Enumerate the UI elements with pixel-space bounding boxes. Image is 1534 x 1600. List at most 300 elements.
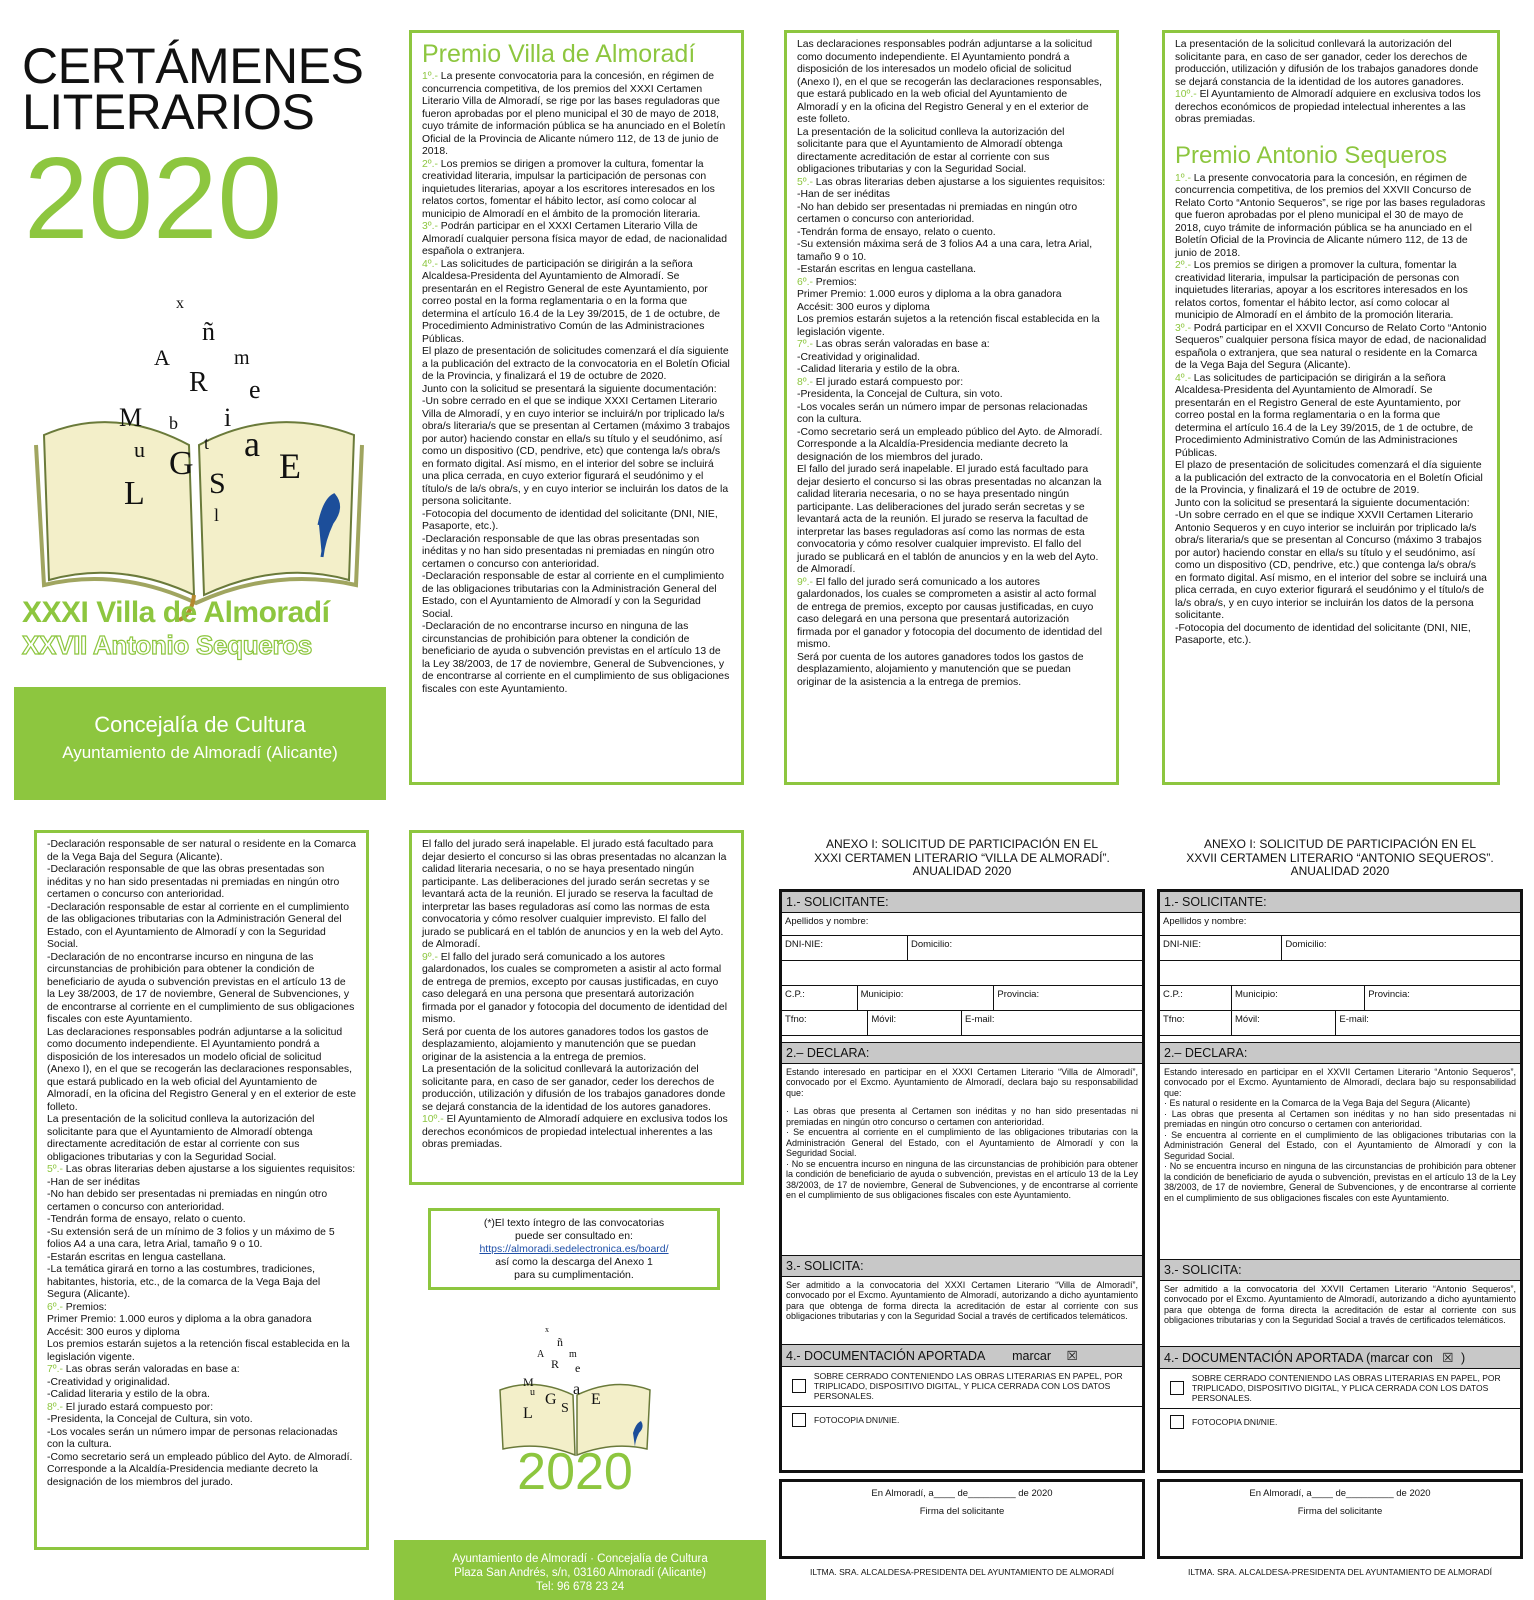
rule-text: La presentación de la solicitud conlleva la autorización del solicitante para que el Ayuntamiento de Almoradí obtenga directamente acreditación de estar al corriente con sus obligaciones tributarias y con la Seguridad Social.: [797, 126, 1065, 175]
rule-text: Será por cuenta de los autores ganadores todos los gastos de desplazamiento, alojamiento y manutención que se puedan originar de la asistencia a la entrega de premios.: [797, 651, 1084, 688]
rule-text: El Ayuntamiento de Almoradí adquiere en exclusiva todos los derechos económicos de propiedad intelectual inherentes a las obras premiadas.: [1175, 89, 1481, 125]
villa-almoradi-rules-continued: [784, 30, 1119, 785]
rule-paragraph: [797, 202, 1106, 227]
declara-text: [782, 1064, 1142, 1256]
rule-text: -Tendrán forma de ensayo, relato o cuento.: [47, 1214, 246, 1225]
field-apellidos[interactable]: [782, 913, 1142, 936]
sequeros-text-end: [422, 839, 731, 1152]
rule-text: -Declaración responsable de ser natural o residente en la Comarca de la Vega Baja del Segura (Alicante).: [47, 839, 356, 863]
rule-text: -Estarán escritas en lengua castellana.: [797, 264, 977, 275]
rule-text: -Declaración responsable de que las obras presentadas son inéditas y no han sido presentadas ni premiadas en ningún otro certamen o concurso con anterioridad.: [422, 533, 715, 570]
rule-paragraph: [1175, 373, 1487, 461]
field-provincia[interactable]: Provincia:: [1368, 988, 1410, 1000]
checkbox-dni[interactable]: [792, 1413, 806, 1427]
open-book-icon: [24, 295, 374, 625]
field-blank[interactable]: [782, 961, 1142, 986]
rule-text: Los premios estarán sujetos a la retención fiscal establecida en la legislación vigente.: [47, 1339, 350, 1363]
contact-footer: [394, 1540, 766, 1600]
rule-paragraph: [797, 577, 1106, 652]
rule-paragraph: [47, 1427, 356, 1452]
rule-paragraph: [797, 389, 1106, 402]
rule-paragraph: [47, 1214, 356, 1227]
rule-text: Los premios se dirigen a promover la cultura, fomentar la creatividad literaria, impulsar la participación de personas con inquietudes literarias, apoyar a los escritores interesados en los relatos cortos, fomentar el hábito lector, así como colocar al municipio de Almoradí en el ámbito de la promoción literaria.: [422, 158, 715, 220]
doc-option-dni: [782, 1407, 1142, 1433]
blank-cell: [782, 961, 1142, 985]
rule-text: Accésit: 300 euros y diploma: [797, 301, 930, 313]
rule-number: 9º.-: [422, 951, 438, 963]
rule-paragraph: [47, 864, 356, 902]
rule-paragraph: [47, 1252, 356, 1265]
rule-text: Las declaraciones responsables podrán adjuntarse a la solicitud como documento independiente. El Ayuntamiento pondrá a disposición de los interesados un modelo oficial de solicitud (Anexo I), en el que se recogerán las declaraciones responsables, que estará publicado en la web oficial del Ayuntamiento de Almoradí, en la oficina del Registro General y en el exterior de este folleto.: [47, 1026, 356, 1113]
rule-paragraph: [1175, 323, 1487, 373]
annex-footer: ILTMA. SRA. ALCALDESA-PRESIDENTA DEL AYUNTAMIENTO DE ALMORADÍ: [1187, 1566, 1493, 1577]
rule-paragraph: [797, 464, 1106, 577]
rule-paragraph: [797, 402, 1106, 427]
field-cp[interactable]: C.P.:: [1160, 986, 1232, 1010]
rule-text: Junto con la solicitud se presentará la siguiente documentación:: [1175, 497, 1470, 509]
field-row-dni: [782, 936, 1142, 961]
annex-title-line: XXXI CERTAMEN LITERARIO “VILLA DE ALMORADÍ”.: [814, 850, 1110, 865]
rule-paragraph: [797, 364, 1106, 377]
rule-paragraph: [47, 952, 356, 1027]
rule-paragraph: [797, 427, 1106, 440]
rule-number: 7º.-: [797, 339, 813, 350]
rule-paragraph: [47, 1327, 356, 1340]
rule-text: -Estarán escritas en lengua castellana.: [47, 1251, 227, 1263]
rule-text: Los premios se dirigen a promover la cultura, fomentar la creatividad literaria, impulsar la participación de personas con inquietudes literarias, apoyar a los escritores interesados en los relatos cortos, fomentar el hábito lector, así como colocar al municipio de Almoradí en el ámbito de la promoción literaria.: [1175, 260, 1468, 321]
note-line: así como la descarga del Anexo 1: [495, 1256, 653, 1268]
spacer: [1160, 1036, 1520, 1043]
rule-paragraph: [1175, 89, 1487, 127]
rule-text: Premios:: [812, 276, 857, 288]
blank-cell: [1160, 961, 1520, 985]
rule-text: Las solicitudes de participación se dirigirán a la señora Alcaldesa-Presidenta del Ayuntamiento de Almoradí. Se presentarán en el Registro General de este Ayuntamiento, por correo postal en la forma reglamentaria o en la forma que determina el artículo 16.4 de la Ley 39/2015, de 1 de octubre, de Procedimiento Administrativo Común de las Administraciones Públicas.: [1175, 372, 1474, 459]
rule-paragraph: [797, 127, 1106, 177]
rule-paragraph: [47, 1302, 356, 1315]
rule-text: -No han debido ser presentadas ni premiadas en ningún otro certamen o concurso con anterioridad.: [47, 1189, 328, 1213]
doc-option-dni: [1160, 1409, 1520, 1435]
annex-title-line: ANUALIDAD 2020: [912, 864, 1012, 878]
rule-text: Las obras serán valoradas en base a:: [812, 339, 990, 350]
field-row-cp: [782, 986, 1142, 1011]
declara-item: · Se encuentra al corriente en el cumplimiento de las obligaciones tributarias con la Administración General del Estado, con el Ayuntamiento de Almoradí y con la Seguridad Social.: [786, 1127, 1138, 1158]
field-domicilio[interactable]: Domicilio:: [911, 938, 953, 950]
logo-letter: ñ: [557, 1335, 563, 1349]
signature-date: En Almoradí, a____ de_________ de 2020: [871, 1487, 1053, 1499]
rule-text: La presentación de la solicitud conllevará la autorización del solicitante para, en caso de ser ganador, ceder los derechos de producción, utilización y difusión de los trabajos ganadores donde se dejará constancia de la identidad de los autores ganadores.: [1175, 39, 1479, 88]
rule-paragraph: [797, 314, 1106, 339]
solicita-text: Ser admitido a la convocatoria del XXXI Certamen Literario “Villa de Almoradí”, convocado por el Excmo. Ayuntamiento de Almoradí, autorizando a dicho ayuntamiento para que obtenga de forma directa la acreditación de estar al corriente con sus obligaciones tributarias y con la Seguridad Social a través de certificados telemáticos.: [782, 1277, 1142, 1345]
declara-item: · Las obras que presenta al Certamen son inéditas y no han sido presentadas ni premiadas en ningún otro concurso o certamen con anterioridad.: [786, 1106, 1138, 1127]
spacer: [782, 1036, 1142, 1043]
rule-number: 4º.-: [422, 258, 438, 270]
rule-text: La presentación de la solicitud conlleva la autorización del solicitante para que el Ayuntamiento de Almoradí obtenga directamente acreditación de estar al corriente con sus obligaciones tributarias y con la Seguridad Social.: [47, 1114, 315, 1163]
signature-label: Firma del solicitante: [919, 1505, 1005, 1517]
logo-letter: L: [523, 1405, 533, 1422]
checkbox-sobre[interactable]: [1170, 1381, 1184, 1395]
field-cp[interactable]: C.P.:: [782, 986, 858, 1010]
logo-letter: E: [591, 1391, 601, 1408]
logo-letter: e: [575, 1361, 581, 1375]
rule-text: -Declaración responsable de estar al corriente en el cumplimiento de las obligaciones tributarias con la Administración General del Estado, con el Ayuntamiento de Almoradí y con la Seguridad Social.: [47, 901, 350, 950]
rule-paragraph: [47, 1364, 356, 1377]
rule-paragraph: [47, 1314, 356, 1327]
rule-paragraph: [47, 1177, 356, 1190]
rule-paragraph: [422, 71, 731, 159]
section-documentacion-close: ): [1460, 1350, 1466, 1365]
rule-number: 8º.-: [47, 1401, 63, 1413]
rule-paragraph: [422, 221, 731, 259]
rule-text: Primer Premio: 1.000 euros y diploma a la obra ganadora: [797, 289, 1062, 300]
rule-text: Accésit: 300 euros y diploma: [47, 1326, 180, 1338]
rule-text: El fallo del jurado será comunicado a los autores galardonados, los cuales se comprometen a asistir al acto formal de entrega de premios, excepto por causas justificadas, en cuyo caso delegará en una persona que presentará autorización firmada por el ganador y fotocopia del documento de identidad del mismo.: [797, 576, 1102, 650]
rule-number: 1º.-: [1175, 172, 1191, 184]
rule-text: -Un sobre cerrado en el que se indique XXXI Certamen Literario Villa de Almoradí, y en cuyo interior se incluirá/n por triplicado la/s obra/s literaria/s que se presentan al Certamen (máximo 3 trabajos por autor) haciendo constar en ella/s su título y el seudónimo, así como un dispositivo (CD, pendrive, etc) que contenga la/s obra/s en formato digital. Así mismo, en el interior del sobre se incluirá una plica cerrada, en cuyo exterior figurará el seudónimo y el título/s de la/s obra/s, y en cuyo interior se incluirán los datos de la persona solicitante.: [422, 396, 730, 507]
declara-intro: Estando interesado en participar en el XXVII Certamen Literario “Antonio Sequeros”, convocado por el Excmo. Ayuntamiento de Almoradí, declara bajo su responsabilidad que:: [1164, 1066, 1516, 1098]
rule-text: Podrá participar en el XXVII Concurso de Relato Corto “Antonio Sequeros” cualquier persona física mayor de edad, de nacionalidad española o extranjera, que sea natural o residente en la Comarca de la Vega Baja del Segura (Alicante).: [1175, 322, 1487, 371]
field-movil[interactable]: Móvil:: [1232, 1011, 1336, 1035]
logo-letter: u: [134, 437, 145, 462]
rule-text: El fallo del jurado será inapelable. El jurado está facultado para dejar desierto el concurso si las obras presentadas no alcanzan la calidad literaria necesaria, o no se haya presentado ningún participante. Las deliberaciones del jurado serán secretas y se levantará acta de la reunión. El jurado se reserva la facultad de interpretar las bases reguladoras así como las normas de esta convocatoria y cómo resolver cualquier imprevisto. El fallo del jurado se publicará en el tablón de anuncios y en la web del Ayto. de Almoradí.: [422, 839, 727, 950]
rule-number: 7º.-: [47, 1364, 63, 1375]
note-line: para su cumplimentación.: [514, 1269, 634, 1281]
rule-text: El plazo de presentación de solicitudes comenzará el día siguiente a la publicación del extracto de la convocatoria en el Boletín Oficial de la Provincia, y finalizará el 19 de octubre de 2019.: [1175, 460, 1483, 496]
doc-option-label: SOBRE CERRADO CONTENIENDO LAS OBRAS LITERARIAS EN PAPEL, POR TRIPLICADO, DISPOSITIVO DIGITAL, Y PLICA CERRADA CON LOS DATOS PERSONALES.: [813, 1371, 1123, 1401]
rule-text: La presente convocatoria para la concesión, en régimen de concurrencia competitiva, de los premios del XXVII Concurso de Relato Corto “Antonio Sequeros”, se rige por las bases reguladoras que fueron aprobadas por el pleno municipal el 30 de mayo de 2018, cuyo trámite de información pública se ha anunciado en el Boletín Oficial de la Provincia de Alicante número 112, de 13 de junio de 2018.: [1175, 172, 1486, 259]
note-line: (*)El texto íntegro de las convocatorias: [483, 1217, 665, 1229]
declara-item: · Es natural o residente en la Comarca de la Vega Baja del Segura (Alicante): [1164, 1098, 1471, 1108]
rule-text: -Han de ser inéditas: [797, 189, 890, 200]
declara-item: · No se encuentra incurso en ninguna de las circunstancias de prohibición para obtener la condición de beneficiario de ayuda o subvención, previstas en el artículo 13 de la Ley 38/2003, de 17 de noviembre, General de Subvenciones, y de encontrarse al corriente en el cumplimiento de sus obligaciones fiscales con este Ayuntamiento.: [786, 1158, 1138, 1200]
rule-paragraph: [47, 1414, 356, 1427]
checkbox-dni[interactable]: [1170, 1415, 1184, 1429]
cover-green-band: [14, 687, 386, 800]
rule-paragraph: [422, 1064, 731, 1114]
signature-label: Firma del solicitante: [1297, 1505, 1383, 1517]
rule-text: Las solicitudes de participación se dirigirán a la señora Alcaldesa-Presidenta del Ayuntamiento de Almoradí. Se presentarán en el Registro General de este Ayuntamiento, por correo postal en la forma reglamentaria o en la forma que determina el artículo 16.4 de la Ley 39/2015, de 1 de octubre, de Procedimiento Administrativo Común de las Administraciones Públicas.: [422, 258, 721, 345]
rule-paragraph: [47, 1377, 356, 1390]
rule-paragraph: [47, 1264, 356, 1302]
rule-number: 2º.-: [422, 158, 438, 170]
rule-text: Premios:: [62, 1301, 107, 1313]
rule-paragraph: [47, 1389, 356, 1402]
doc-option-sobre: [1160, 1369, 1520, 1409]
cover-year: 2020: [24, 133, 283, 263]
rule-paragraph: [422, 396, 731, 509]
rule-paragraph: [1175, 623, 1487, 648]
doc-option-label: SOBRE CERRADO CONTENIENDO LAS OBRAS LITERARIAS EN PAPEL, POR TRIPLICADO, DISPOSITIVO DIGITAL, Y PLICA CERRADA CON LOS DATOS PERSONALES.: [1191, 1373, 1501, 1403]
annex-sequeros: [1157, 838, 1523, 1577]
rule-text: -Fotocopia del documento de identidad del solicitante (DNI, NIE, Pasaporte, etc.).: [422, 508, 718, 532]
section-solicita: 3.- SOLICITA:: [1160, 1260, 1520, 1281]
logo-letter: a: [244, 424, 260, 464]
rule-number: 6º.-: [47, 1301, 63, 1313]
rule-paragraph: [797, 264, 1106, 277]
sequeros-heading: Premio Antonio Sequeros: [1175, 141, 1448, 169]
section-solicita: 3.- SOLICITA:: [782, 1256, 1142, 1277]
field-row-cp: [1160, 986, 1520, 1011]
section-declara: 2.– DECLARA:: [1160, 1043, 1520, 1064]
sequeros-rules: [1162, 30, 1500, 785]
field-apellidos[interactable]: [1160, 913, 1520, 936]
rule-paragraph: [1175, 498, 1487, 511]
logo-letter: x: [545, 1325, 549, 1334]
rule-text: Las obras literarias deben ajustarse a los siguientes requisitos:: [812, 176, 1106, 188]
checked-box-icon: ☒: [1442, 1350, 1454, 1365]
rule-paragraph: [47, 1464, 356, 1489]
logo-letter: G: [169, 445, 194, 482]
field-row-tfno: [1160, 1011, 1520, 1036]
rule-number: 2º.-: [1175, 260, 1191, 271]
rule-text: El jurado estará compuesto por:: [812, 376, 964, 388]
section-solicitante: 1.- SOLICITANTE:: [1160, 892, 1520, 913]
logo-letter: b: [169, 413, 178, 433]
declara-intro: Estando interesado en participar en el XXXI Certamen Literario “Villa de Almoradí”, convocado por el Excmo. Ayuntamiento de Almoradí, declara bajo su responsabilidad que:: [786, 1066, 1138, 1098]
declara-text: [1160, 1064, 1520, 1260]
cover-subtitle-sequeros: XXVII Antonio Sequeros: [22, 630, 313, 660]
footer-line: Plaza San Andrés, s/n, 03160 Almoradí (Alicante): [454, 1567, 706, 1579]
annex-title: [779, 838, 1145, 879]
logo-letter: R: [551, 1357, 560, 1371]
rule-paragraph: [47, 902, 356, 952]
field-movil[interactable]: Móvil:: [868, 1011, 962, 1035]
rule-paragraph: [1175, 460, 1487, 498]
rule-text: -Su extensión será de un mínimo de 3 folios y un máximo de 5 folios A4 a una cara, letra Arial, tamaño 9 o 10.: [47, 1226, 335, 1250]
rule-paragraph: [422, 952, 731, 1027]
rule-paragraph: [422, 346, 731, 384]
rule-number: 10º.-: [422, 1114, 444, 1125]
rule-text: -Declaración de no encontrarse incurso en ninguna de las circunstancias de prohibición para obtener la condición de beneficiario de ayuda o subvención previstas en el artículo 13 de la Ley 38/2003, de 17 de noviembre, General de Subvenciones, y de encontrarse al corriente en el cumplimiento de sus obligaciones fiscales con este Ayuntamiento.: [422, 621, 730, 695]
sequeros-rules-continued: [34, 830, 369, 1550]
logo-letter: S: [209, 467, 226, 500]
rule-paragraph: [797, 227, 1106, 240]
rule-text: -Creatividad y originalidad.: [797, 351, 921, 363]
field-blank[interactable]: [1160, 961, 1520, 986]
section-declara: 2.– DECLARA:: [782, 1043, 1142, 1064]
rule-text: Las declaraciones responsables podrán adjuntarse a la solicitud como documento independiente. El Ayuntamiento pondrá a disposición de los interesados un modelo oficial de solicitud (Anexo I), en el que se recogerán las declaraciones responsables, que estará publicado en la web oficial del Ayuntamiento de Almoradí y en la oficina del Registro General y en el exterior de este folleto.: [797, 39, 1102, 125]
rule-paragraph: [797, 377, 1106, 390]
rule-text: -Presidenta, la Concejal de Cultura, sin voto.: [797, 389, 1003, 400]
rule-number: 5º.-: [797, 176, 813, 188]
signature-date: En Almoradí, a____ de_________ de 2020: [1249, 1487, 1431, 1499]
rule-text: Corresponde a la Alcaldía-Presidencia mediante decreto la designación de los miembros del jurado.: [797, 439, 1068, 463]
annex-footer: ILTMA. SRA. ALCALDESA-PRESIDENTA DEL AYUNTAMIENTO DE ALMORADÍ: [809, 1566, 1115, 1577]
rule-number: 3º.-: [1175, 322, 1191, 334]
rule-text: Podrán participar en el XXXI Certamen Literario Villa de Almoradí cualquier persona física mayor de edad, de nacionalidad española o extranjera.: [422, 221, 727, 257]
rule-paragraph: [797, 189, 1106, 202]
villa-almoradi-heading: Premio Villa de Almoradí: [422, 40, 696, 68]
checkbox-sobre[interactable]: [792, 1379, 806, 1393]
rule-number: 1º.-: [422, 71, 438, 82]
rule-text: Las obras serán valoradas en base a:: [62, 1364, 240, 1375]
annex-title-line: ANEXO I: SOLICITUD DE PARTICIPACIÓN EN EL: [825, 837, 1099, 851]
rule-text: -Declaración responsable de estar al corriente en el cumplimiento de las obligaciones tributarias con la Administración General del Estado, con el Ayuntamiento de Almoradí y con la Seguridad Social.: [422, 571, 725, 620]
logo-letter: x: [176, 295, 184, 312]
logo-letter: e: [249, 375, 261, 404]
logo-letter: M: [523, 1375, 534, 1389]
rule-paragraph: [797, 277, 1106, 290]
field-municipio[interactable]: Municipio:: [1232, 986, 1365, 1010]
annex-title-line: ANUALIDAD 2020: [1290, 864, 1390, 878]
field-label: Apellidos y nombre:: [1163, 915, 1247, 927]
rule-text: -Han de ser inéditas: [47, 1176, 140, 1188]
mark-hint: marcar: [1012, 1348, 1052, 1363]
rule-number: 9º.-: [797, 576, 813, 588]
logo-letter: u: [530, 1387, 535, 1398]
rule-paragraph: [797, 439, 1106, 464]
field-email[interactable]: E-mail:: [964, 1013, 995, 1025]
footer-phone: Tel: 96 678 23 24: [535, 1581, 625, 1593]
field-dni[interactable]: DNI-NIE:: [782, 936, 908, 960]
rule-paragraph: [797, 239, 1106, 264]
logo-letter: A: [537, 1349, 545, 1360]
logo-letter: a: [573, 1381, 581, 1398]
cover-subtitle-almoradi: XXXI Villa de Almoradí: [22, 596, 330, 629]
rule-paragraph: [47, 1339, 356, 1364]
rule-paragraph: [797, 289, 1106, 302]
rule-text: -Los vocales serán un número impar de personas relacionadas con la cultura.: [47, 1426, 338, 1450]
logo-letter: i: [224, 403, 232, 432]
rule-text: -Tendrán forma de ensayo, relato o cuento.: [797, 226, 996, 238]
field-domicilio[interactable]: Domicilio:: [1285, 938, 1327, 950]
logo-letter: M: [119, 403, 143, 432]
solicita-text: Ser admitido a la convocatoria del XXVII Certamen Literario “Antonio Sequeros”, convocado por el Excmo. Ayuntamiento de Almoradí, autorizando a dicho ayuntamiento para que obtenga de forma directa la acreditación de estar al corriente con sus obligaciones tributarias y con la Seguridad Social a través de certificados telemáticos.: [1160, 1281, 1520, 1347]
rule-paragraph: [47, 839, 356, 864]
rule-paragraph: [47, 1164, 356, 1177]
book-logo: [24, 295, 374, 625]
rule-text: El Ayuntamiento de Almoradí adquiere en exclusiva todos los derechos económicos de propiedad intelectual inherentes a las obras premiadas.: [422, 1114, 728, 1150]
doc-option-sobre: [782, 1367, 1142, 1407]
rule-text: -Su extensión máxima será de 3 folios A4 a una cara, letra Arial, tamaño 9 o 10.: [797, 239, 1093, 263]
dept-name: Concejalía de Cultura: [94, 712, 306, 737]
field-email[interactable]: E-mail:: [1339, 1013, 1369, 1025]
logo-letter: E: [279, 446, 301, 486]
rule-text: -Declaración de no encontrarse incurso en ninguna de las circunstancias de prohibición para obtener la condición de beneficiario de ayuda o subvención previstas en el artículo 13 de la Ley 38/2003, de 17 de noviembre, General de Subvenciones, y de encontrarse al corriente en el cumplimiento de sus obligaciones fiscales con este Ayuntamiento.: [47, 951, 355, 1025]
field-tfno[interactable]: Tfno:: [782, 1011, 868, 1035]
villa-almoradi-text-continued: [797, 39, 1106, 689]
rule-text: -Declaración responsable de que las obras presentadas son inéditas y no han sido presentadas ni premiadas en ningún otro certamen o concurso con anterioridad.: [47, 864, 340, 900]
logo-letter: ñ: [202, 317, 215, 346]
application-form: [1157, 889, 1523, 1473]
small-logo: [495, 1325, 655, 1501]
rule-paragraph: [797, 302, 1106, 315]
field-row-tfno: [782, 1011, 1142, 1036]
rule-text: Primer Premio: 1.000 euros y diploma a la obra ganadora: [47, 1314, 312, 1325]
application-form: [779, 889, 1145, 1473]
rule-text: Corresponde a la Alcaldía-Presidencia mediante decreto la designación de los miembros del jurado.: [47, 1464, 318, 1488]
board-link[interactable]: https://almoradi.sedelectronica.es/board/: [479, 1243, 669, 1255]
rule-paragraph: [47, 1027, 356, 1115]
section-documentacion-label: 4.- DOCUMENTACIÓN APORTADA: [786, 1348, 985, 1363]
field-label: Apellidos y nombre:: [785, 915, 869, 927]
rule-paragraph: [422, 534, 731, 572]
rule-text: Junto con la solicitud se presentará la siguiente documentación:: [422, 383, 717, 395]
rule-text: -No han debido ser presentadas ni premiadas en ningún otro certamen o concurso con anterioridad.: [797, 201, 1078, 225]
rule-paragraph: [422, 159, 731, 222]
field-municipio[interactable]: Municipio:: [858, 986, 995, 1010]
declara-item: · Se encuentra al corriente en el cumplimiento de las obligaciones tributarias con la Administración General del Estado, con el Ayuntamiento de Almoradí y con la Seguridad Social.: [1164, 1129, 1516, 1161]
rule-number: 4º.-: [1175, 372, 1191, 384]
doc-option-label: FOTOCOPIA DNI/NIE.: [814, 1414, 900, 1425]
rule-text: -Calidad literaria y estilo de la obra.: [47, 1389, 210, 1400]
rule-number: 3º.-: [422, 221, 438, 232]
sequeros-text: [1175, 173, 1487, 648]
rule-paragraph: [422, 1027, 731, 1065]
rule-paragraph: [422, 1114, 731, 1152]
rule-text: -Los vocales serán un número impar de personas relacionadas con la cultura.: [797, 401, 1088, 425]
field-tfno[interactable]: Tfno:: [1160, 1011, 1232, 1035]
field-row-dni: [1160, 936, 1520, 961]
signature-box[interactable]: [1157, 1479, 1523, 1559]
rule-paragraph: [422, 621, 731, 696]
villa-almoradi-text: [422, 71, 731, 696]
rule-paragraph: [797, 652, 1106, 690]
rule-number: 10º.-: [1175, 89, 1197, 100]
rule-text: La presentación de la solicitud conllevará la autorización del solicitante para, en caso de ser ganador, ceder los derechos de producción, utilización y difusión de los trabajos ganadores donde se dejará constancia de la identidad de los autores ganadores.: [422, 1064, 726, 1113]
rule-paragraph: [422, 509, 731, 534]
rule-paragraph: [797, 39, 1106, 127]
town-name: Ayuntamiento de Almoradí (Alicante): [62, 743, 338, 762]
logo-letter: L: [124, 475, 145, 512]
rule-text: -Fotocopia del documento de identidad del solicitante (DNI, NIE, Pasaporte, etc.).: [1175, 622, 1471, 646]
logo-letter: t: [204, 433, 210, 453]
field-dni[interactable]: DNI-NIE:: [1160, 936, 1282, 960]
rule-text: -Calidad literaria y estilo de la obra.: [797, 364, 960, 375]
annex-title-line: ANEXO I: SOLICITUD DE PARTICIPACIÓN EN EL: [1203, 837, 1477, 851]
rule-text: El fallo del jurado será inapelable. El jurado está facultado para dejar desierto el concurso si las obras presentadas no alcanzan la calidad literaria necesaria, o no se haya presentado ningún participante. Las deliberaciones del jurado serán secretas y se levantará acta de la reunión. El jurado se reserva la facultad de interpretar las bases reguladoras así como las normas de esta convocatoria y cómo resolver cualquier imprevisto. El fallo del jurado se publicará en el tablón de anuncios y en la web del Ayto. de Almoradí.: [797, 464, 1102, 575]
rule-text: -Como secretario será un empleado público del Ayto. de Almoradí.: [47, 1451, 353, 1463]
note-line: puede ser consultado en:: [515, 1230, 633, 1242]
cover-panel: [14, 30, 386, 800]
cover-title-line1: CERTÁMENES: [22, 38, 364, 94]
signature-box[interactable]: [779, 1479, 1145, 1559]
section-solicitante: 1.- SOLICITANTE:: [782, 892, 1142, 913]
annex-title-line: XXVII CERTAMEN LITERARIO “ANTONIO SEQUEROS”.: [1186, 850, 1494, 865]
doc-option-label: FOTOCOPIA DNI/NIE.: [1192, 1416, 1278, 1427]
rule-paragraph: [1175, 39, 1487, 89]
declara-item: · Las obras que presenta al Certamen son inéditas y no han sido presentadas ni premiadas en ningún otro concurso o certamen con anterioridad.: [1164, 1108, 1516, 1129]
rule-paragraph: [422, 839, 731, 952]
rule-paragraph: [797, 177, 1106, 190]
rule-paragraph: [47, 1227, 356, 1252]
annex-title: [1157, 838, 1523, 879]
rule-number: 6º.-: [797, 276, 813, 288]
rule-paragraph: [422, 384, 731, 397]
rule-text: Los premios estarán sujetos a la retención fiscal establecida en la legislación vigente.: [797, 314, 1100, 338]
rule-text: -Presidenta, la Concejal de Cultura, sin voto.: [47, 1414, 253, 1425]
section-documentacion: [1160, 1347, 1520, 1369]
declara-item: · No se encuentra incurso en ninguna de las circunstancias de prohibición para obtener la condición de beneficiario de ayuda o subvención, previstas en el artículo 13 de la Ley 38/2003, de 17 de noviembre, General de Subvenciones, y de encontrarse al corriente en el cumplimiento de sus obligaciones fiscales con este Ayuntamiento.: [1164, 1161, 1516, 1203]
rule-number: 8º.-: [797, 376, 813, 388]
logo-letter: R: [189, 367, 208, 398]
sequeros-text-continued: [47, 839, 356, 1489]
field-provincia[interactable]: Provincia:: [997, 988, 1040, 1000]
villa-almoradi-rules: [409, 30, 744, 785]
section-documentacion: [782, 1345, 1142, 1367]
rule-text: El plazo de presentación de solicitudes comenzará el día siguiente a la publicación del extracto de la convocatoria en el Boletín Oficial de la Provincia, y finalizará el 19 de octubre de 2020.: [422, 346, 730, 382]
rule-text: Las obras literarias deben ajustarse a los siguientes requisitos:: [62, 1164, 356, 1175]
rule-paragraph: [422, 571, 731, 621]
section-documentacion-label: 4.- DOCUMENTACIÓN APORTADA (marcar con: [1164, 1350, 1433, 1365]
footer-line: Ayuntamiento de Almoradí · Concejalía de Cultura: [452, 1553, 708, 1565]
rule-paragraph: [47, 1114, 356, 1164]
rule-paragraph: [1175, 173, 1487, 261]
annex-villa-almoradi: [779, 838, 1145, 1577]
info-note: [428, 1208, 720, 1290]
rule-text: -Un sobre cerrado en el que se indique XXVII Certamen Literario Antonio Sequeros y en cuyo interior se incluirán por triplicado la/s obra/s literaria/s que se presentan al Concurso (máximo 3 trabajos por autor) haciendo constar en ella/s su título y el seudónimo, así como un dispositivo (CD, pendrive, etc.) que contenga la/s obra/s en formato digital. Así mismo, en el interior del sobre se incluirá una plica cerrada, en cuyo exterior figurará el seudónimo y el título/s de la/s obra/s, y en cuyo interior se incluirán los datos de la persona solicitante.: [1175, 510, 1487, 621]
small-year: 2020: [517, 1443, 633, 1501]
villa-almoradi-text-end: [1175, 39, 1487, 127]
